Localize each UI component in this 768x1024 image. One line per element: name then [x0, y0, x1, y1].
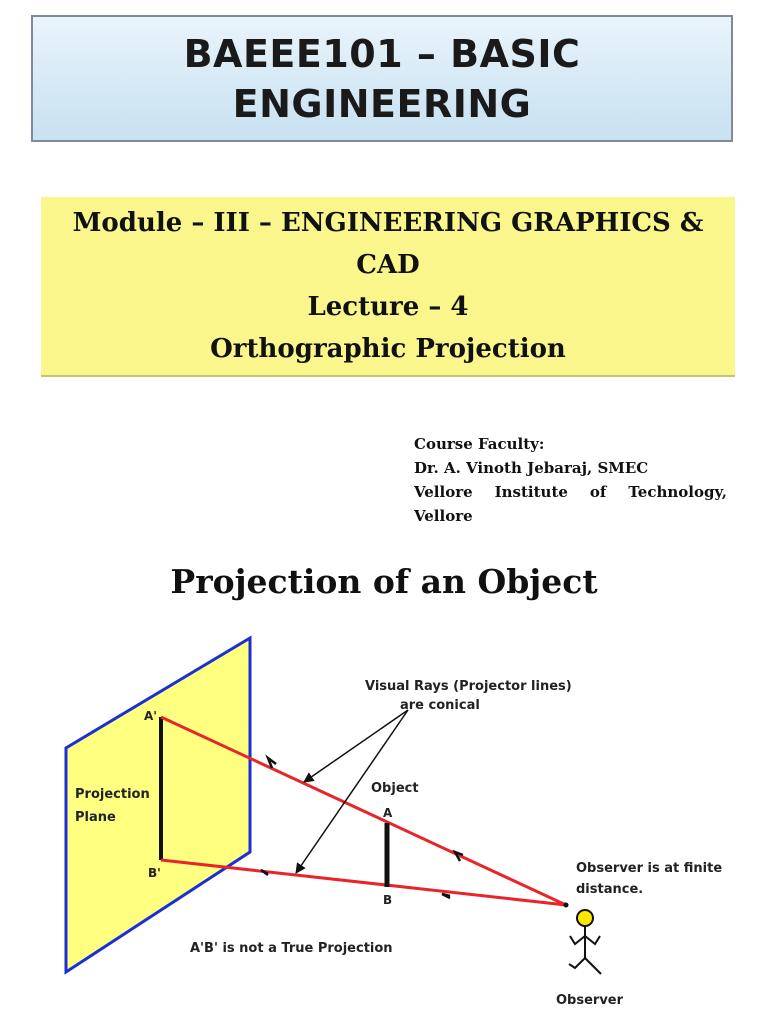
module-line: Module – III – ENGINEERING GRAPHICS &: [72, 208, 704, 238]
observer-note: Observer is at finite: [576, 861, 723, 876]
pointer-arrow: [304, 710, 408, 782]
observer-left-leg: [569, 958, 585, 968]
observer-left-arm: [570, 936, 585, 944]
object-label: Object: [371, 781, 419, 796]
image-point-b-prime: B': [148, 866, 161, 880]
faculty-institute: [414, 480, 727, 504]
visual-ray-bottom: [161, 860, 566, 905]
faculty-label: Course Faculty:: [414, 435, 545, 453]
module-line-cad: CAD: [356, 250, 420, 280]
observer-note-2: distance.: [576, 882, 644, 897]
projection-diagram-svg: [38, 630, 734, 1024]
faculty-institute-word: Institute: [494, 483, 568, 501]
visual-rays-label: Visual Rays (Projector lines): [365, 679, 572, 694]
module-banner: [41, 197, 735, 377]
object-point-b: B: [383, 893, 393, 907]
faculty-institute-word: Technology,: [628, 483, 727, 501]
lecture-number: Lecture – 4: [307, 292, 469, 322]
observer-right-arm: [585, 936, 600, 944]
lecture-topic: Orthographic Projection: [210, 334, 566, 364]
faculty-city: Vellore: [414, 507, 473, 525]
projection-diagram: [38, 630, 734, 1024]
image-point-a-prime: A': [144, 709, 157, 723]
projection-plane-label: Projection: [75, 787, 150, 802]
visual-rays-label-2: are conical: [400, 698, 480, 713]
observer-label: Observer: [556, 993, 624, 1008]
projection-plane: [66, 638, 250, 972]
course-title-banner: [31, 15, 733, 142]
ray-chevron: [442, 894, 450, 898]
object-point-a: A: [383, 806, 393, 820]
faculty-name: Dr. A. Vinoth Jebaraj, SMEC: [414, 459, 649, 477]
observer-right-leg: [585, 958, 601, 974]
faculty-institute-word: of: [589, 483, 607, 501]
observer-eye-point: [564, 903, 569, 908]
projection-plane-label-2: Plane: [75, 810, 116, 825]
section-title: Projection of an Object: [170, 562, 598, 601]
course-title-line2: ENGINEERING: [232, 81, 532, 126]
course-title-line1: BAEEE101 – BASIC: [183, 31, 581, 76]
course-faculty-block: [414, 432, 727, 528]
faculty-institute-word: Vellore: [414, 483, 473, 501]
observer-head: [577, 910, 593, 926]
not-true-projection-note: A'B' is not a True Projection: [190, 941, 393, 956]
